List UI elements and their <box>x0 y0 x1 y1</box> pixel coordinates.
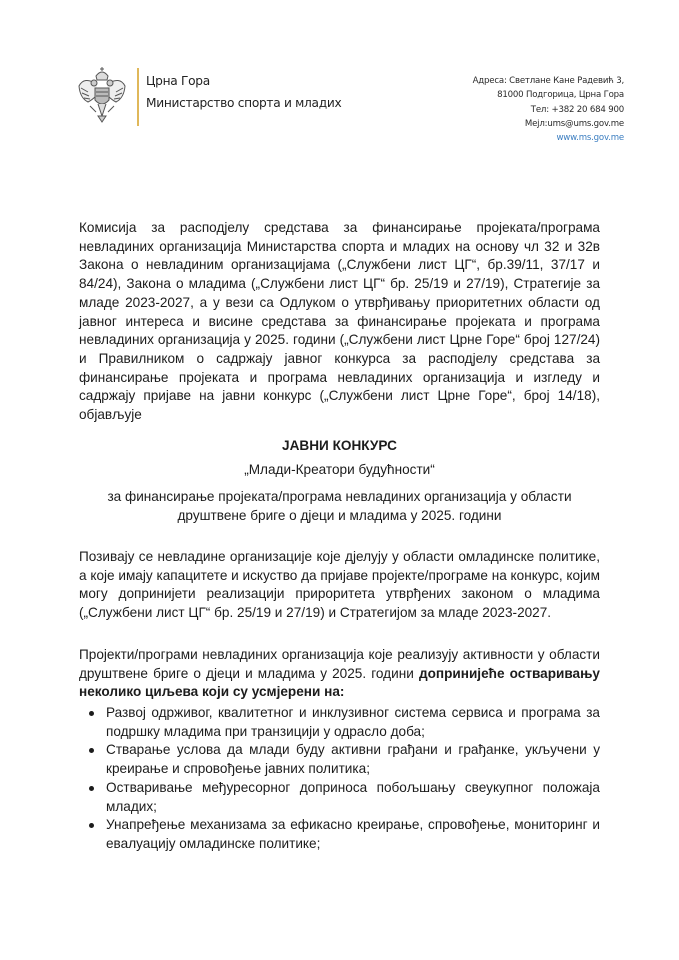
list-item <box>79 704 600 741</box>
list-item-text: Развој одрживог, квалитетног и инклузивног система сервиса и програма за подршку младима при транзицији у одрасло доба; <box>106 705 600 739</box>
title-subtitle: „Млади-Креатори будућности“ <box>244 462 435 477</box>
montenegro-coat-of-arms-icon <box>76 66 128 126</box>
list-item <box>79 741 600 778</box>
goals-paragraph <box>79 646 600 702</box>
list-item <box>79 779 600 816</box>
list-item <box>79 816 600 853</box>
ministry-name: Министарство спорта и младих <box>146 96 342 110</box>
letterhead <box>76 66 636 156</box>
address-line-1: Адреса: Светлане Кане Радевић 3, <box>472 76 624 86</box>
organization-name <box>146 70 341 114</box>
website-link[interactable]: www.ms.gov.me <box>556 133 624 144</box>
title-heading: ЈАВНИ КОНКУРС <box>282 438 397 453</box>
letterhead-divider <box>137 68 139 126</box>
goals-text-bold: допринијеће остваривању неколико циљева који су усмјерени на: <box>79 665 600 700</box>
list-item-text: Стварање услова да млади буду активни грађани и грађанке, укључени у креирање и спровођење јавних политика; <box>106 742 600 777</box>
phone: Тел: +382 20 684 900 <box>530 104 624 115</box>
goals-text-regular: Пројекти/програми невладиних организација које реализују активности у области друштвене бриге о дјеци и младима у 2025. години <box>79 647 600 681</box>
title-description: за финансирање пројеката/програма невладиних организација у области друштвене бриге о дјеци и младима у 2025. години <box>107 489 572 523</box>
list-item-text: Остваривање међуресорног доприноса побољшању свеукупног положаја младих; <box>106 779 600 814</box>
intro-paragraph <box>79 219 600 425</box>
email: Мејл:ums@ums.gov.me <box>524 118 624 129</box>
list-item-text: Унапређење механизама за ефикасно креирање, спровођење, мониторинг и евалуацију омладинске политике; <box>106 817 600 851</box>
call-paragraph <box>79 548 600 623</box>
call-text: Позивају се невладине организације које дјелују у области омладинске политике, а које имају капацитете и искуство да пријаве пројекте/програме на конкурс, којим могу допринијети реализацији прироритета утврђених законом о младима („Службени лист ЦГ“ бр. 25/19 и 27/19) и Стратегијом за младе 2023-2027. <box>79 549 600 621</box>
contact-info <box>473 74 624 145</box>
intro-text: Комисија за расподјелу средстава за финансирање пројеката/програма невладиних организација Министарства спорта и младих на основу чл 32 и 32в Закона о невладиним организацијама („Службени лист ЦГ“, бр.39/11, 37/17 и 84/24), Закона о младима („Службени лист ЦГ“ бр. 25/19 и 27/19), Стратегије за младе 2023-2027, а у вези са Одлуком о утврђивању приоритетних области од јавног интереса и висине средстава за финансирање пројеката и програма невладиних организација у 2025. години („Службени лист Црне Горе“ број 127/24) и Правилником о садржају јавног конкурса за расподјелу средстава за финансирање пројеката и програма невладиних организација и изгледу и садржају пријаве на јавни конкурс („Службени лист Црне Горе“, број 14/18), објављује <box>79 220 600 423</box>
competition-title <box>79 437 600 525</box>
goals-text <box>79 646 600 702</box>
address-line-2: 81000 Подгорица, Црна Гора <box>497 90 624 101</box>
country-name: Црна Гора <box>146 74 210 88</box>
goals-list <box>79 704 600 854</box>
